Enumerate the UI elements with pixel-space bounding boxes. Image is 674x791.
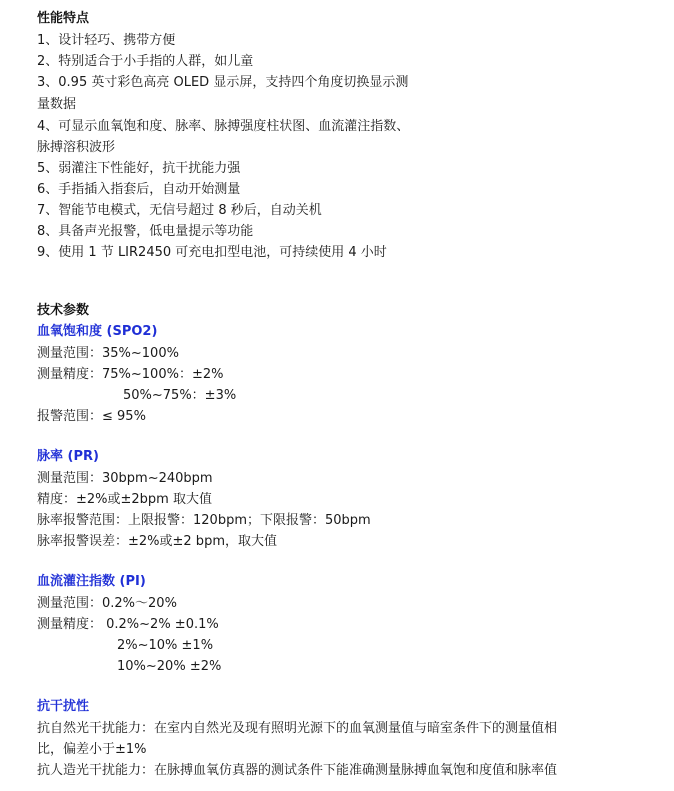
feature-item: 5、弱灌注下性能好，抗干扰能力强 xyxy=(37,161,241,176)
spo2-accuracy-low: 50%~75%：±3% xyxy=(123,388,237,403)
feature-item: 9、使用 1 节 LIR2450 可充电扣型电池，可持续使用 4 小时 xyxy=(37,245,387,260)
pr-alarm-range: 脉率报警范围：上限报警：120bpm；下限报警：50bpm xyxy=(37,513,371,528)
pi-accuracy-high: 10%~20% ±2% xyxy=(117,659,222,674)
specs-title: 技术参数 xyxy=(37,303,90,318)
natural-light-resistance: 抗自然光干扰能力：在室内自然光及现有照明光源下的血氧测量值与暗室条件下的测量值相 xyxy=(37,721,558,736)
features-title: 性能特点 xyxy=(37,11,90,26)
spo2-heading: 血氧饱和度 (SPO2) xyxy=(37,324,158,339)
feature-item-continued: 量数据 xyxy=(37,97,77,112)
feature-item: 2、特别适合于小手指的人群，如儿童 xyxy=(37,54,254,69)
natural-light-resistance-continued: 比，偏差小于±1% xyxy=(37,742,147,757)
interference-heading: 抗干扰性 xyxy=(37,699,90,714)
artificial-light-resistance: 抗人造光干扰能力：在脉搏血氧仿真器的测试条件下能准确测量脉搏血氧饱和度值和脉率值 xyxy=(37,763,558,778)
pr-heading: 脉率 (PR) xyxy=(37,449,99,464)
feature-item: 7、智能节电模式，无信号超过 8 秒后，自动关机 xyxy=(37,203,322,218)
pr-range: 测量范围：30bpm~240bpm xyxy=(37,471,213,486)
feature-item: 4、可显示血氧饱和度、脉率、脉搏强度柱状图、血流灌注指数、 xyxy=(37,119,410,134)
pi-heading: 血流灌注指数 (PI) xyxy=(37,574,146,589)
feature-item: 1、设计轻巧、携带方便 xyxy=(37,33,176,48)
pr-alarm-error: 脉率报警误差：±2%或±2 bpm，取大值 xyxy=(37,534,277,549)
pi-accuracy: 测量精度： 0.2%~2% ±0.1% xyxy=(37,617,219,632)
pi-range: 测量范围：0.2%～20% xyxy=(37,596,177,611)
spo2-range: 测量范围：35%~100% xyxy=(37,346,179,361)
spo2-accuracy: 测量精度：75%~100%：±2% xyxy=(37,367,224,382)
feature-item: 3、0.95 英寸彩色高亮 OLED 显示屏，支持四个角度切换显示测 xyxy=(37,75,409,90)
feature-item: 6、手指插入指套后，自动开始测量 xyxy=(37,182,241,197)
feature-item: 8、具备声光报警，低电量提示等功能 xyxy=(37,224,254,239)
feature-item-continued: 脉搏溶积波形 xyxy=(37,140,116,155)
pi-accuracy-mid: 2%~10% ±1% xyxy=(117,638,214,653)
pr-accuracy: 精度：±2%或±2bpm 取大值 xyxy=(37,492,212,507)
spo2-alarm-range: 报警范围：≤ 95% xyxy=(37,409,146,424)
